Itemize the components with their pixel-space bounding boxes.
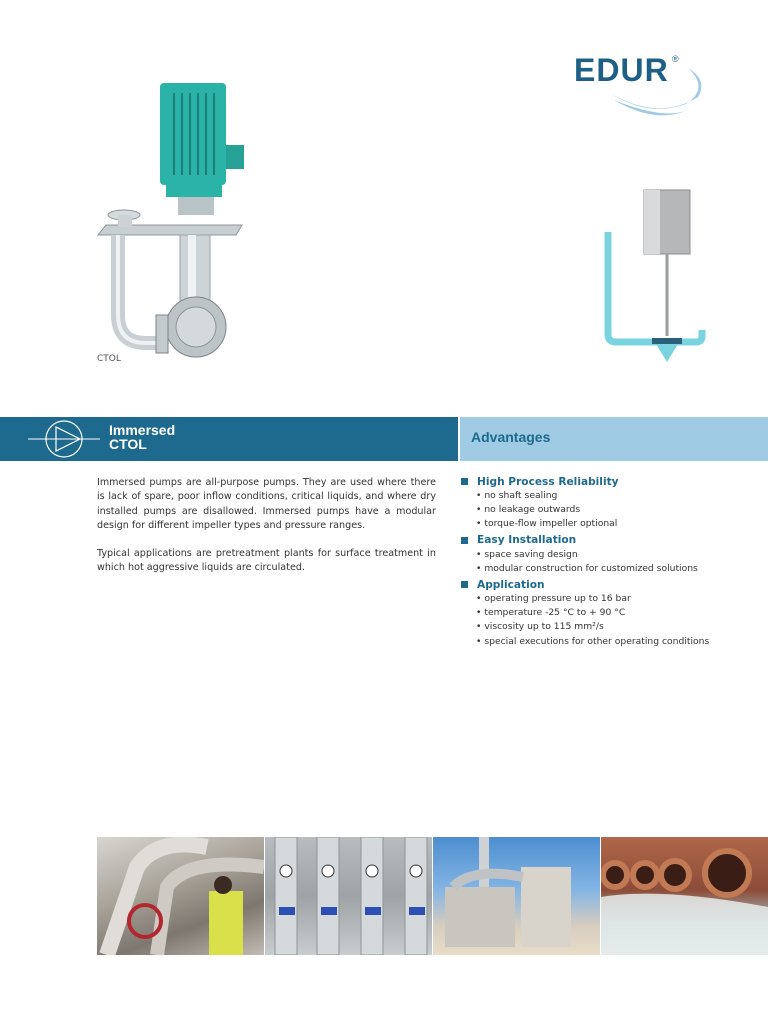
product-caption: CTOL [97, 354, 121, 364]
logo-registered-mark: ® [672, 54, 679, 64]
photo-valve-pipes [265, 837, 432, 955]
advantage-group [461, 533, 721, 576]
logo-wordmark: EDUR [574, 52, 669, 88]
square-bullet-icon [461, 581, 468, 588]
product-title [109, 423, 175, 451]
advantage-item: • temperature -25 °C to + 90 °C [476, 606, 721, 620]
advantage-group [461, 474, 721, 532]
installation-schematic [596, 186, 706, 368]
intro-text [97, 476, 436, 590]
advantages-title: Advantages [471, 429, 551, 445]
advantage-item: • viscosity up to 115 mm²/s [476, 620, 721, 634]
advantage-item: • no leakage outwards [476, 503, 721, 517]
advantage-item: • no shaft sealing [476, 489, 721, 503]
pump-product-image [92, 75, 252, 365]
square-bullet-icon [461, 537, 468, 544]
photo-outflow-pipes [601, 837, 768, 955]
product-title-line-1: Immersed [109, 422, 176, 438]
intro-paragraph-2: Typical applications are pretreatment plants for surface treatment in which hot aggressive liquids are circulated. [97, 548, 436, 574]
advantage-heading: Application [477, 578, 545, 591]
edur-logo [568, 52, 718, 122]
advantage-item: • modular construction for customized solutions [476, 562, 721, 576]
advantage-item: • space saving design [476, 548, 721, 562]
advantages-list [461, 474, 721, 650]
intro-paragraph-1: Immersed pumps are all-purpose pumps. They are used where there is lack of spare, poor inflow conditions, critical liquids, and where dry installed pumps are disallowed. Immersed pumps have a modular design for different impeller types and pressure ranges. [97, 477, 436, 531]
pump-symbol-icon [28, 419, 100, 459]
advantage-item: • torque-flow impeller optional [476, 517, 721, 531]
photo-industrial-piping [97, 837, 264, 955]
photo-treatment-plant [433, 837, 600, 955]
advantage-group [461, 577, 721, 649]
advantage-item: • operating pressure up to 16 bar [476, 592, 721, 606]
advantage-heading: Easy Installation [477, 534, 577, 547]
product-title-line-2: CTOL [109, 436, 147, 452]
square-bullet-icon [461, 478, 468, 485]
advantage-item: • special executions for other operating conditions [476, 635, 721, 649]
advantage-heading: High Process Reliability [477, 475, 619, 488]
logo-swoosh-icon [568, 52, 718, 122]
